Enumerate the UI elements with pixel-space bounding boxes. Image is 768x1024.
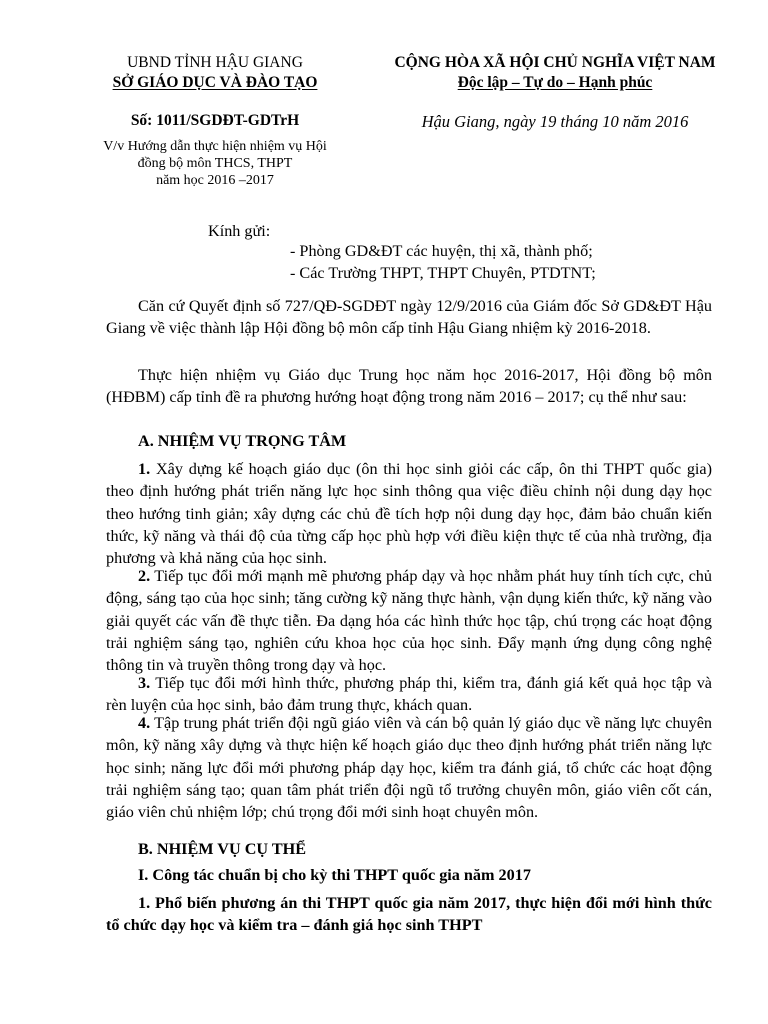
task-item-4-number: 4. — [138, 714, 151, 732]
agency-name: UBND TỈNH HẬU GIANG — [127, 54, 303, 71]
task-item-2 — [106, 565, 712, 676]
department-name-text: SỞ GIÁO DỤC VÀ ĐÀO TẠO — [112, 74, 318, 91]
subject-line-3: năm học 2016 –2017 — [156, 173, 274, 188]
section-a-heading: A. NHIỆM VỤ TRỌNG TÂM — [138, 432, 347, 450]
recipient-item: - Phòng GD&ĐT các huyện, thị xã, thành phố; — [290, 242, 593, 260]
section-i-heading: I. Công tác chuẩn bị cho kỳ thi THPT quốc gia năm 2017 — [138, 866, 531, 884]
task-item-3 — [106, 672, 712, 717]
paragraph-intro: Thực hiện nhiệm vụ Giáo dục Trung học năm học 2016-2017, Hội đồng bộ môn (HĐBM) cấp tỉnh đề ra phương hướng hoạt động trong năm 2016 – 2017; cụ thể như sau: — [106, 366, 712, 407]
national-motto — [355, 73, 755, 93]
subject-line-2: đồng bộ môn THCS, THPT — [137, 156, 293, 171]
national-title: CỘNG HÒA XÃ HỘI CHỦ NGHĨA VIỆT NAM — [394, 54, 716, 71]
task-item-2-text: Tiếp tục đổi mới mạnh mẽ phương pháp dạy và học nhằm phát huy tính tích cực, chủ động, sáng tạo của học sinh; tăng cường kỹ năng thực hành, vận dụng kiến thức, kỹ năng vào giải quyết các vấn đề thực tiễn. Đa dạng hóa các hình thức học tập, chú trọng các hoạt động trải nghiệm sáng tạo, nghiên cứu khoa học của học sinh. Đẩy mạnh ứng dụng công nghệ thông tin và truyền thông trong dạy và học. — [106, 567, 712, 675]
task-item-2-number: 2. — [138, 567, 151, 585]
task-item-3-text: Tiếp tục đổi mới hình thức, phương pháp thi, kiểm tra, đánh giá kết quả học tập và rèn luyện của học sinh, bảo đảm trung thực, khách quan. — [106, 674, 712, 715]
recipients-label: Kính gửi: — [208, 222, 271, 240]
task-item-1 — [106, 458, 712, 569]
national-motto-text: Độc lập – Tự do – Hạnh phúc — [457, 74, 653, 91]
task-item-4-text: Tập trung phát triển đội ngũ giáo viên và cán bộ quản lý giáo dục về năng lực chuyên môn, kỹ năng xây dựng và thực hiện kế hoạch giáo dục theo định hướng phát triển năng lực học sinh; năng lực đổi mới phương pháp dạy học, kiểm tra đánh giá, tổ chức các hoạt động trải nghiệm sáng tạo; quan tâm phát triển đội ngũ tổ trưởng chuyên môn, giáo viên cốt cán, giáo viên chủ nhiệm lớp; chú trọng đổi mới sinh hoạt chuyên môn. — [106, 714, 712, 822]
department-name — [80, 73, 350, 93]
task-item-1-text: Xây dựng kế hoạch giáo dục (ôn thi học sinh giỏi các cấp, ôn thi THPT quốc gia) theo định hướng phát triển năng lực học sinh thông qua việc điều chỉnh nội dung dạy học theo hướng tinh giản; xây dựng các chủ đề tích hợp nội dung dạy học, đảm bảo chuẩn kiến thức, kỹ năng và thái độ của từng cấp học phù hợp với điều kiện thực tế của nhà trường, địa phương và khả năng của học sinh. — [106, 460, 712, 568]
task-item-4 — [106, 712, 712, 823]
task-item-1-number: 1. — [138, 460, 151, 478]
document-subject — [75, 138, 355, 189]
subsection-1-heading: 1. Phổ biến phương án thi THPT quốc gia năm 2017, thực hiện đổi mới hình thức tổ chức dạy học và kiểm tra – đánh giá học sinh THPT — [106, 894, 712, 935]
document-number: Số: 1011/SGDĐT-GDTrH — [130, 112, 300, 129]
subject-line-1: V/v Hướng dẫn thực hiện nhiệm vụ Hội — [103, 139, 327, 154]
section-b-heading: B. NHIỆM VỤ CỤ THỂ — [138, 840, 307, 858]
task-item-3-number: 3. — [138, 674, 151, 692]
document-date: Hậu Giang, ngày 19 tháng 10 năm 2016 — [421, 112, 689, 131]
recipient-item: - Các Trường THPT, THPT Chuyên, PTDTNT; — [290, 264, 596, 282]
paragraph-basis: Căn cứ Quyết định số 727/QĐ-SGDĐT ngày 12/9/2016 của Giám đốc Sở GD&ĐT Hậu Giang về việc thành lập Hội đồng bộ môn cấp tỉnh Hậu Giang nhiệm kỳ 2016-2018. — [106, 297, 712, 338]
